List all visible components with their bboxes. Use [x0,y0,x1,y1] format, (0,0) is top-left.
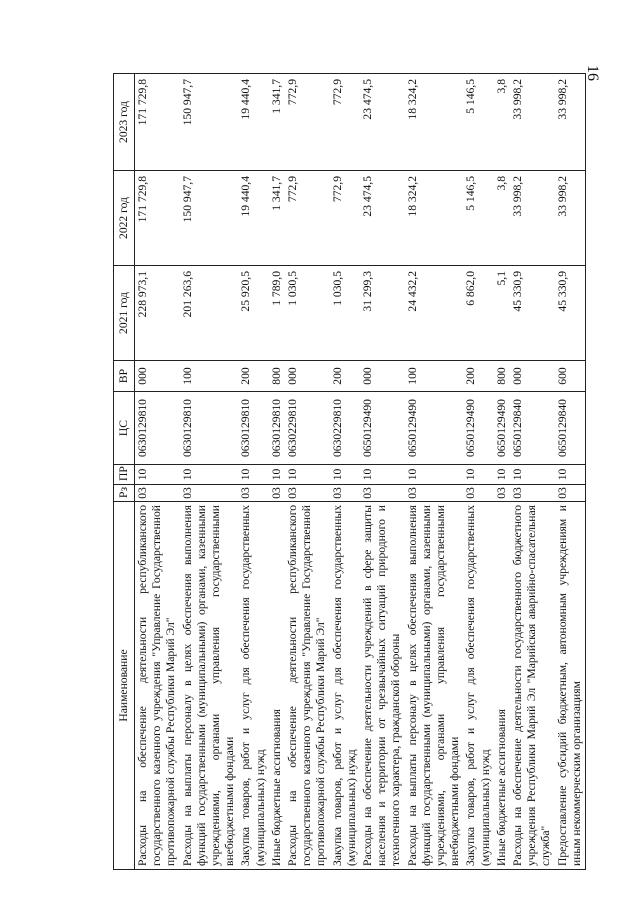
cell-cs: 0630129810 [269,392,285,465]
table-row [405,74,464,870]
cell-vr: 200 [330,361,360,392]
cell-rz: 03 [405,485,464,502]
cell-y2023: 150 947,7 [180,74,239,171]
cell-y2021: 201 263,6 [180,266,239,361]
cell-y2021: 228 973,1 [135,266,180,361]
header-vr: ВР [114,361,135,392]
cell-pr: 10 [330,465,360,485]
cell-cs: 0650129490 [463,392,493,465]
cell-y2022: 19 440,4 [238,171,268,266]
cell-name: Закупка товаров, работ и услуг для обеспечения государственных (муниципальных) нужд [330,502,360,870]
page-number: 16 [584,65,601,81]
cell-y2021: 25 920,5 [238,266,268,361]
cell-name: Закупка товаров, работ и услуг для обеспечения государственных (муниципальных) нужд [463,502,493,870]
cell-vr: 800 [494,361,510,392]
table-row [360,74,405,870]
header-2021: 2021 год [114,266,135,361]
cell-cs: 0650129840 [510,392,555,465]
cell-y2023: 5 146,5 [463,74,493,171]
cell-cs: 0650129840 [555,392,586,465]
cell-y2021: 45 330,9 [510,266,555,361]
table-row [555,74,586,870]
cell-name: Закупка товаров, работ и услуг для обеспечения государственных (муниципальных) нужд [238,502,268,870]
budget-table [113,73,586,870]
cell-name: Расходы на выплаты персоналу в целях обеспечения выполнения функций государственными (муниципальными) органами, казенными учреждениями, органами управления государственными внебюджетными фондами [405,502,464,870]
cell-rz: 03 [135,485,180,502]
cell-y2022: 772,9 [285,171,330,266]
cell-name: Предоставление субсидий бюджетным, автономным учреждениям и иным некоммерческим организациям [555,502,586,870]
cell-y2022: 3,8 [494,171,510,266]
cell-pr: 10 [180,465,239,485]
cell-name: Иные бюджетные ассигнования [269,502,285,870]
cell-y2023: 33 998,2 [555,74,586,171]
cell-rz: 03 [269,485,285,502]
cell-rz: 03 [180,485,239,502]
cell-pr: 10 [405,465,464,485]
cell-y2022: 1 341,7 [269,171,285,266]
cell-vr: 100 [405,361,464,392]
header-rz: Рз [114,485,135,502]
header-name: Наименование [114,502,135,870]
cell-pr: 10 [494,465,510,485]
cell-y2022: 33 998,2 [555,171,586,266]
cell-y2022: 23 474,5 [360,171,405,266]
table-row [285,74,330,870]
cell-pr: 10 [555,465,586,485]
cell-vr: 000 [510,361,555,392]
table-row [135,74,180,870]
cell-rz: 03 [555,485,586,502]
cell-pr: 10 [360,465,405,485]
cell-vr: 000 [135,361,180,392]
cell-cs: 0630229810 [330,392,360,465]
cell-y2021: 6 862,0 [463,266,493,361]
cell-pr: 10 [285,465,330,485]
cell-vr: 200 [463,361,493,392]
cell-vr: 000 [360,361,405,392]
cell-pr: 10 [135,465,180,485]
cell-cs: 0630229810 [285,392,330,465]
header-2023: 2023 год [114,74,135,171]
cell-y2023: 19 440,4 [238,74,268,171]
cell-rz: 03 [330,485,360,502]
cell-y2021: 1 030,5 [285,266,330,361]
cell-y2023: 772,9 [285,74,330,171]
cell-y2022: 18 324,2 [405,171,464,266]
table-row [238,74,268,870]
cell-y2023: 33 998,2 [510,74,555,171]
cell-cs: 0650129490 [494,392,510,465]
table-row [330,74,360,870]
cell-y2022: 171 729,8 [135,171,180,266]
cell-pr: 10 [238,465,268,485]
cell-vr: 600 [555,361,586,392]
cell-name: Расходы на обеспечение деятельности республиканского государственного казенного учреждения "Управление Государственной противопожарной службы Республики Марий Эл" [135,502,180,870]
budget-table-container [113,74,583,870]
cell-y2022: 33 998,2 [510,171,555,266]
header-cs: ЦС [114,392,135,465]
table-row [269,74,285,870]
cell-name: Расходы на обеспечение деятельности республиканского государственного казенного учреждения "Управление Государственной противопожарной службы Республики Марий Эл" [285,502,330,870]
cell-y2023: 23 474,5 [360,74,405,171]
cell-y2022: 772,9 [330,171,360,266]
table-row [510,74,555,870]
header-2022: 2022 год [114,171,135,266]
cell-pr: 10 [463,465,493,485]
cell-cs: 0650129490 [360,392,405,465]
cell-y2021: 1 789,0 [269,266,285,361]
cell-cs: 0630129810 [135,392,180,465]
table-row [494,74,510,870]
cell-rz: 03 [238,485,268,502]
cell-cs: 0630129810 [180,392,239,465]
cell-y2021: 31 299,3 [360,266,405,361]
cell-name: Расходы на обеспечение деятельности учреждений в сфере защиты населения и территории от чрезвычайных ситуаций природного и техногенного характера, гражданской обороны [360,502,405,870]
cell-rz: 03 [510,485,555,502]
cell-vr: 000 [285,361,330,392]
cell-vr: 800 [269,361,285,392]
header-pr: ПР [114,465,135,485]
cell-name: Иные бюджетные ассигнования [494,502,510,870]
table-header-row [114,74,135,870]
cell-cs: 0650129490 [405,392,464,465]
cell-y2021: 45 330,9 [555,266,586,361]
cell-y2022: 150 947,7 [180,171,239,266]
cell-y2023: 1 341,7 [269,74,285,171]
cell-rz: 03 [494,485,510,502]
cell-y2023: 171 729,8 [135,74,180,171]
table-row [463,74,493,870]
cell-y2021: 1 030,5 [330,266,360,361]
cell-y2022: 5 146,5 [463,171,493,266]
table-row [180,74,239,870]
cell-y2023: 18 324,2 [405,74,464,171]
cell-rz: 03 [285,485,330,502]
cell-name: Расходы на выплаты персоналу в целях обеспечения выполнения функций государственными (муниципальными) органами, казенными учреждениями, органами управления государственными внебюджетными фондами [180,502,239,870]
cell-vr: 200 [238,361,268,392]
cell-y2021: 24 432,2 [405,266,464,361]
cell-y2023: 3,8 [494,74,510,171]
cell-y2021: 5,1 [494,266,510,361]
cell-y2023: 772,9 [330,74,360,171]
cell-pr: 10 [510,465,555,485]
table-body [135,74,586,870]
cell-vr: 100 [180,361,239,392]
cell-cs: 0630129810 [238,392,268,465]
cell-pr: 10 [269,465,285,485]
cell-name: Расходы на обеспечение деятельности государственного бюджетного учреждения Республики Марий Эл "Марийская аварийно-спасательная служба" [510,502,555,870]
cell-rz: 03 [360,485,405,502]
cell-rz: 03 [463,485,493,502]
